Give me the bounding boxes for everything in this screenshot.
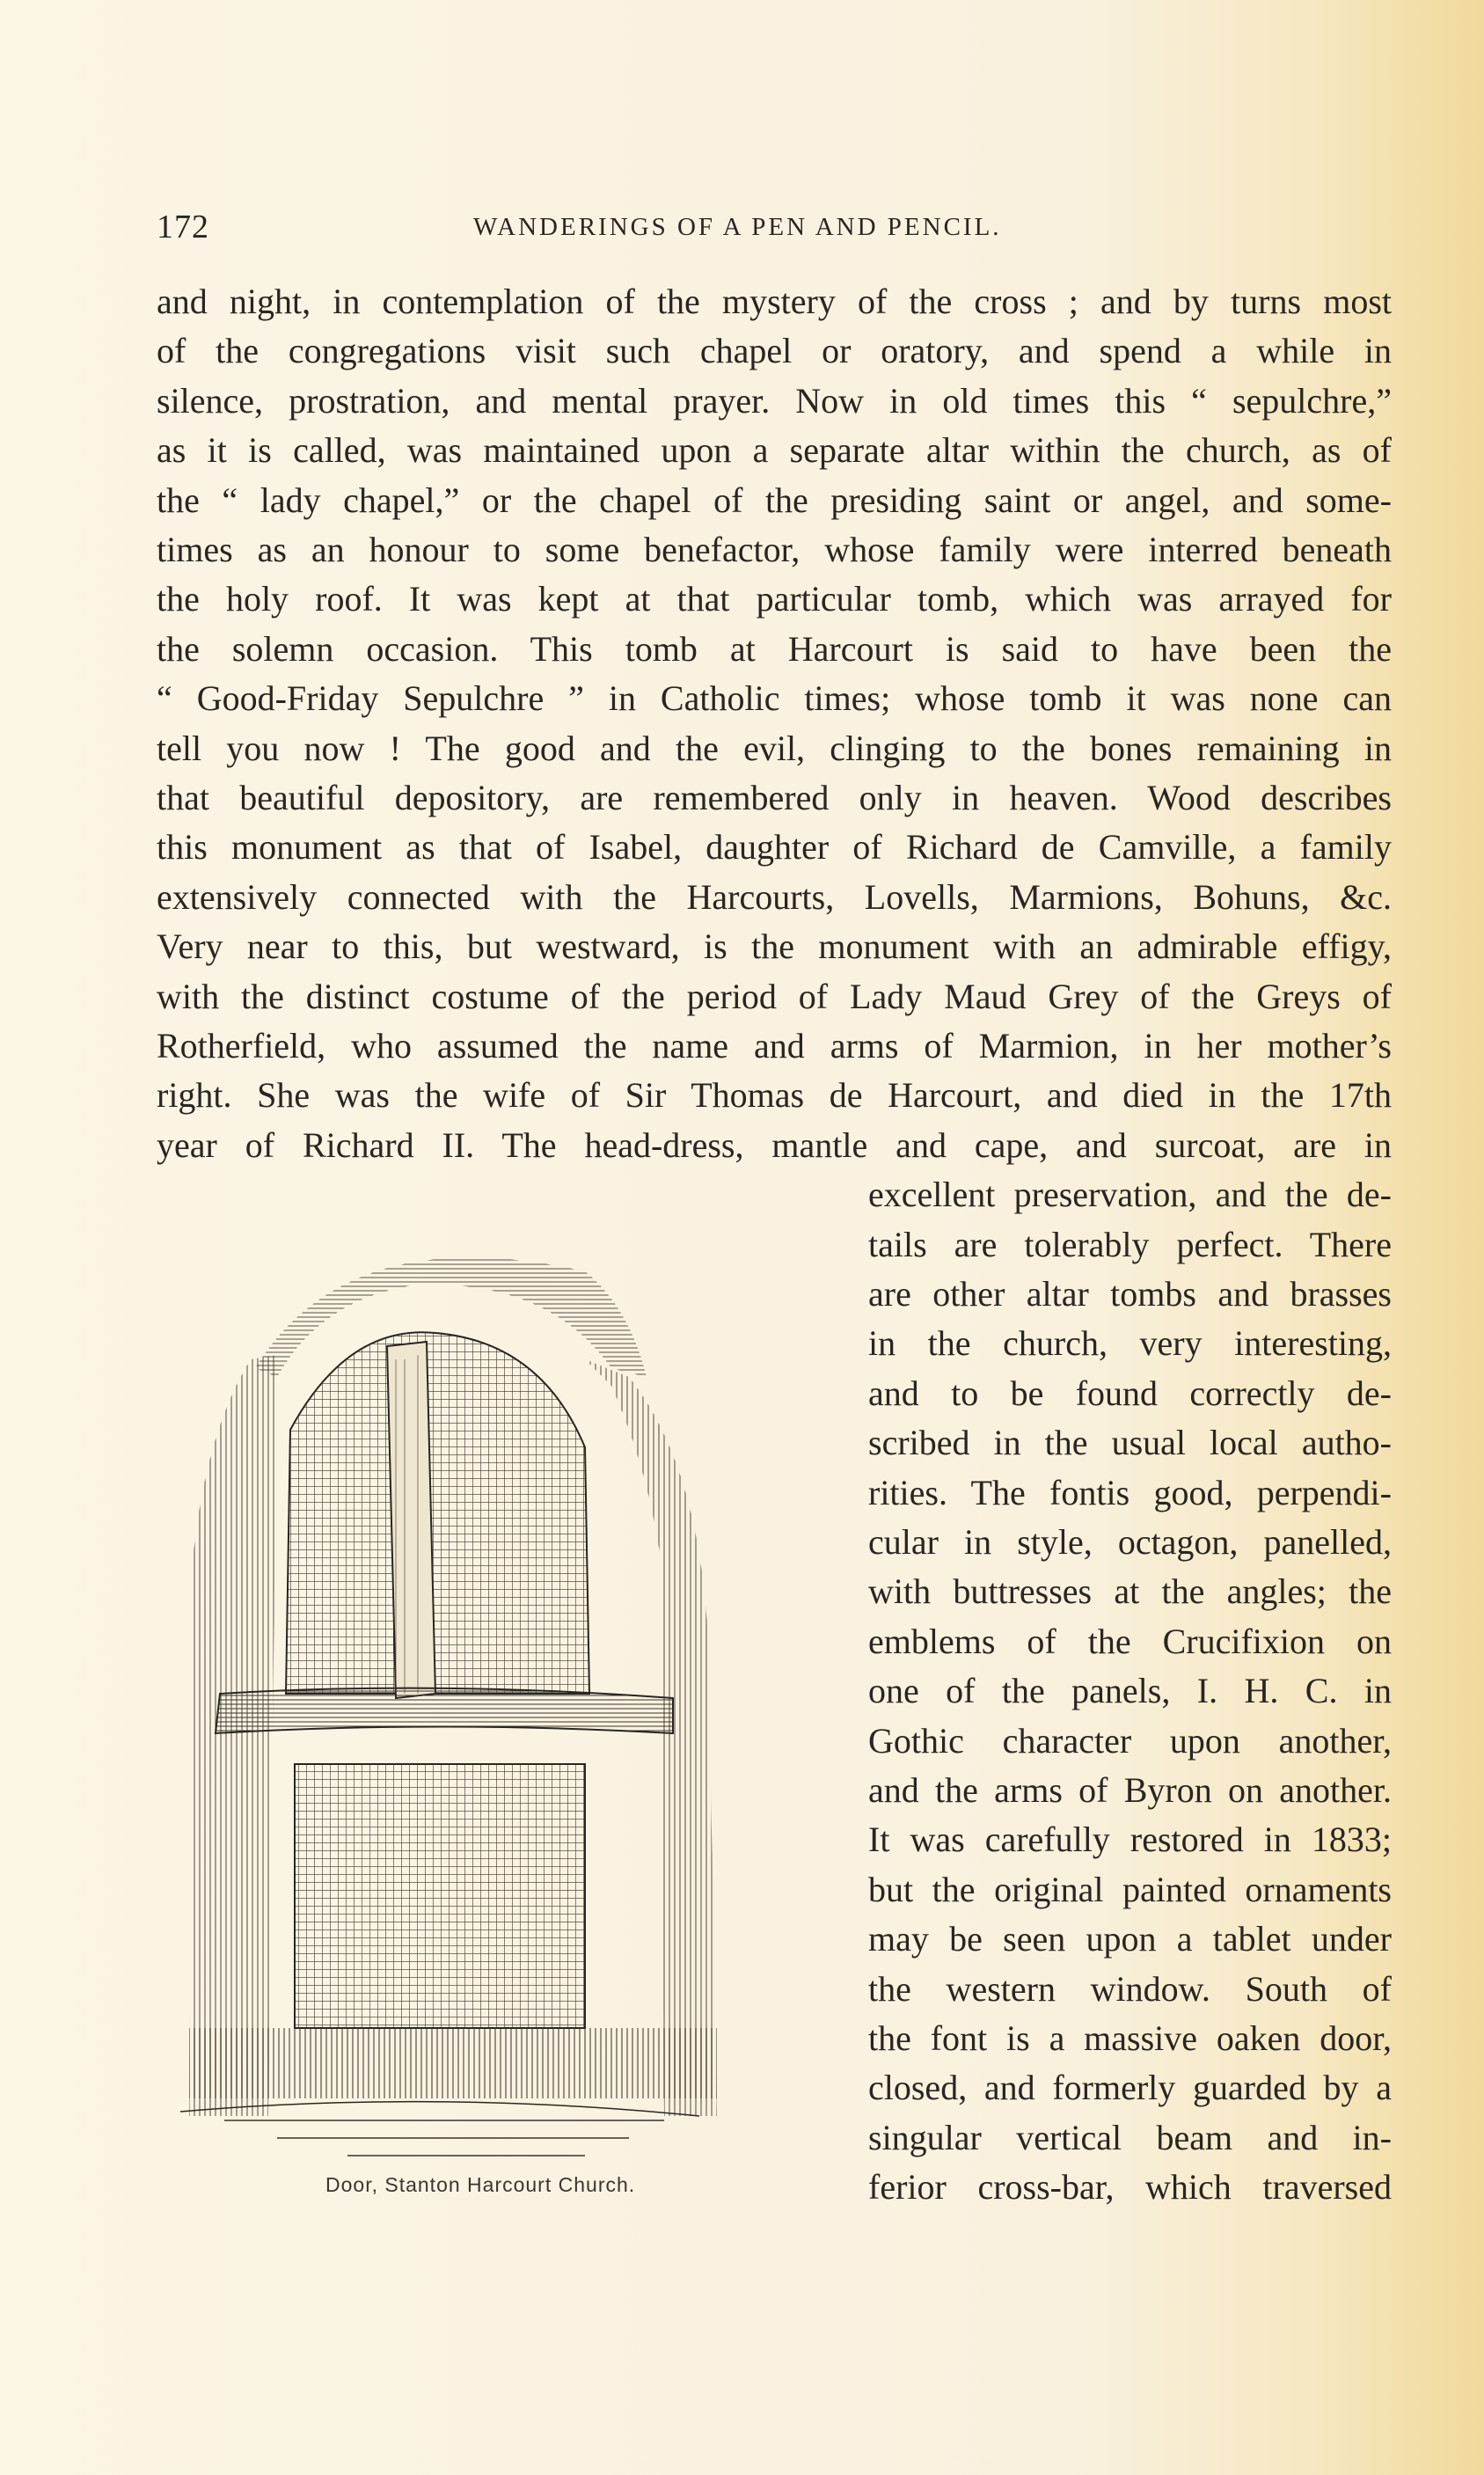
text-line: emblems of the Crucifixion on — [868, 1621, 1392, 1661]
text-line: “ Good-Friday Sepulchre ” in Catholic times; whose tomb it was none can — [157, 678, 1392, 719]
text-line: of the congregations visit such chapel or oratory, and spend a while in — [157, 331, 1392, 371]
stone-surround-right — [585, 1359, 717, 2116]
text-line: silence, prostration, and mental prayer. Now in old times this “ sepulchre,” — [157, 380, 1392, 421]
text-line: right. She was the wife of Sir Thomas de Harcourt, and died in the 17th — [157, 1075, 1392, 1116]
text-line: are other altar tombs and brasses — [868, 1274, 1392, 1314]
text-line: times as an honour to some benefactor, whose family were interred beneath — [157, 530, 1392, 569]
text-line: the solemn occasion. This tomb at Harcourt is said to have been the — [157, 628, 1392, 669]
text-line: Gothic character upon another, — [868, 1720, 1392, 1761]
text-line: and night, in contemplation of the mystery of the cross ; and by turns most — [157, 282, 1392, 321]
text-line: the font is a massive oaken door, — [868, 2018, 1392, 2058]
threshold — [189, 2028, 717, 2098]
text-line: the holy roof. It was kept at that particular tomb, which was arrayed for — [157, 579, 1392, 619]
text-line: with the distinct costume of the period of Lady Maud Grey of the Greys of — [157, 976, 1392, 1016]
text-line: the western window. South of — [868, 1968, 1392, 2009]
text-line: ferior cross-bar, which traversed — [868, 2167, 1392, 2208]
text-line: that beautiful depository, are remembered only in heaven. Wood describes — [157, 778, 1392, 817]
text-line: tails are tolerably perfect. There — [868, 1224, 1392, 1264]
text-line: and to be found correctly de- — [868, 1373, 1392, 1413]
text-line: this monument as that of Isabel, daughter of Richard de Camville, a family — [157, 827, 1392, 868]
text-line: scribed in the usual local autho- — [868, 1423, 1392, 1463]
running-title: WANDERINGS OF A PEN AND PENCIL. — [473, 213, 1002, 241]
text-line: and the arms of Byron on another. — [868, 1770, 1392, 1810]
stone-surround-left — [189, 1355, 277, 2116]
text-line: one of the panels, I. H. C. in — [868, 1671, 1392, 1711]
text-line: excellent preservation, and the de- — [868, 1175, 1392, 1215]
text-line: Rotherfield, who assumed the name and arms of Marmion, in her mother’s — [157, 1026, 1392, 1065]
cross-bar — [216, 1688, 673, 1733]
text-line: extensively connected with the Harcourts, Lovells, Marmions, Bohuns, &c. — [157, 876, 1392, 917]
text-line: as it is called, was maintained upon a separate altar within the church, as of — [157, 430, 1392, 471]
door-engraving — [172, 1201, 827, 2178]
text-line: rities. The fontis good, perpendi- — [868, 1472, 1392, 1512]
text-line: Very near to this, but westward, is the monument with an admirable effigy, — [157, 926, 1392, 967]
text-line: with buttresses at the angles; the — [868, 1571, 1392, 1612]
text-line: closed, and formerly guarded by a — [868, 2068, 1392, 2108]
figure-caption: Door, Stanton Harcourt Church. — [325, 2173, 636, 2196]
door-panel-upper — [286, 1332, 589, 1694]
text-line: year of Richard II. The head-dress, mantle and cape, and surcoat, are in — [157, 1124, 1392, 1165]
vertical-beam — [387, 1342, 435, 1698]
door-panel-lower — [295, 1764, 585, 2028]
text-line: tell you now ! The good and the evil, clinging to the bones remaining in — [157, 728, 1392, 768]
text-line: the “ lady chapel,” or the chapel of the presiding saint or angel, and some- — [157, 480, 1392, 520]
text-line: but the original painted ornaments — [868, 1869, 1392, 1909]
text-line: cular in style, octagon, panelled, — [868, 1522, 1392, 1562]
text-line: in the church, very interesting, — [868, 1323, 1392, 1364]
page-number: 172 — [157, 209, 209, 245]
text-line: may be seen upon a tablet under — [868, 1919, 1392, 1959]
page-header — [157, 208, 1124, 243]
text-line: It was carefully restored in 1833; — [868, 1820, 1392, 1860]
text-line: singular vertical beam and in- — [868, 2117, 1392, 2157]
